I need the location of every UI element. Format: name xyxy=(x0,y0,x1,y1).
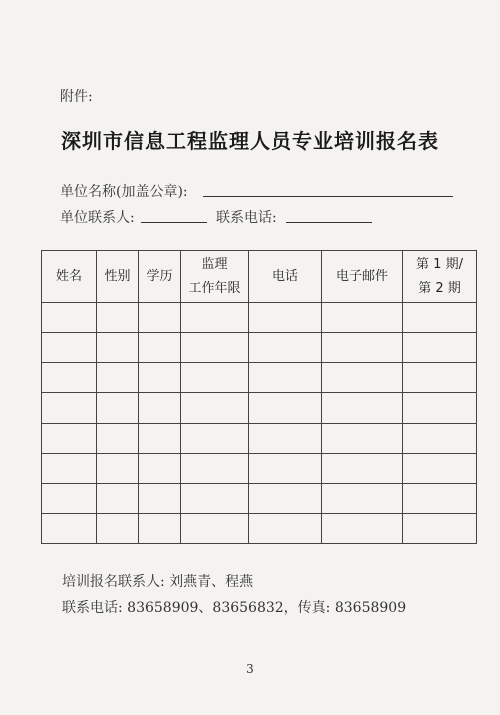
table-row xyxy=(42,453,477,483)
table-cell[interactable] xyxy=(181,303,249,333)
table-cell[interactable] xyxy=(42,483,97,513)
table-cell[interactable] xyxy=(97,363,139,393)
unit-contact-blank[interactable] xyxy=(141,222,207,223)
table-cell[interactable] xyxy=(139,483,181,513)
table-row xyxy=(42,393,477,423)
table-row xyxy=(42,513,477,543)
column-header xyxy=(249,251,322,303)
table-cell[interactable] xyxy=(139,423,181,453)
table-cell[interactable] xyxy=(249,363,322,393)
table-cell[interactable] xyxy=(181,423,249,453)
table-header-row xyxy=(42,251,477,303)
table-cell[interactable] xyxy=(322,453,403,483)
table-row xyxy=(42,423,477,453)
table-cell[interactable] xyxy=(249,423,322,453)
training-contact-people: 培训报名联系人: 刘燕青、程燕 xyxy=(62,574,254,590)
page-number: 3 xyxy=(246,662,254,676)
table-cell[interactable] xyxy=(249,513,322,543)
table-row xyxy=(42,303,477,333)
table-cell[interactable] xyxy=(97,393,139,423)
table-row xyxy=(42,333,477,363)
table-cell[interactable] xyxy=(403,483,477,513)
column-header-text: 姓名 xyxy=(55,268,82,284)
contact-phone-blank[interactable] xyxy=(286,222,372,223)
table-cell[interactable] xyxy=(97,513,139,543)
column-header-text: 工作年限 xyxy=(188,280,241,296)
column-header xyxy=(181,251,249,303)
attachment-label: 附件: xyxy=(60,89,93,105)
unit-contact-label: 单位联系人: xyxy=(60,210,135,226)
table-cell[interactable] xyxy=(42,453,97,483)
table-cell[interactable] xyxy=(403,303,477,333)
table-cell[interactable] xyxy=(322,363,403,393)
table-cell[interactable] xyxy=(181,483,249,513)
table-cell[interactable] xyxy=(403,333,477,363)
table-cell[interactable] xyxy=(42,333,97,363)
unit-name-blank[interactable] xyxy=(203,196,453,197)
unit-name-label: 单位名称(加盖公章): xyxy=(60,184,188,200)
table-cell[interactable] xyxy=(181,453,249,483)
table-cell[interactable] xyxy=(42,393,97,423)
table-cell[interactable] xyxy=(139,303,181,333)
table-cell[interactable] xyxy=(139,453,181,483)
column-header xyxy=(403,251,477,303)
table-cell[interactable] xyxy=(139,393,181,423)
column-header-text: 电话 xyxy=(271,268,298,284)
table-cell[interactable] xyxy=(249,333,322,363)
table-cell[interactable] xyxy=(322,483,403,513)
table-cell[interactable] xyxy=(181,513,249,543)
column-header-text: 第 2 期 xyxy=(418,280,461,296)
table-cell[interactable] xyxy=(322,303,403,333)
table-cell[interactable] xyxy=(139,363,181,393)
table-cell[interactable] xyxy=(249,453,322,483)
table-cell[interactable] xyxy=(181,363,249,393)
table-cell[interactable] xyxy=(181,333,249,363)
table-cell[interactable] xyxy=(322,333,403,363)
table-cell[interactable] xyxy=(322,513,403,543)
table-cell[interactable] xyxy=(42,513,97,543)
training-contact-numbers: 联系电话: 83658909、83656832，传真: 83658909 xyxy=(62,600,407,616)
column-header xyxy=(139,251,181,303)
table-cell[interactable] xyxy=(403,423,477,453)
table-cell[interactable] xyxy=(403,513,477,543)
table-cell[interactable] xyxy=(42,363,97,393)
table-cell[interactable] xyxy=(139,513,181,543)
table-cell[interactable] xyxy=(97,333,139,363)
table-cell[interactable] xyxy=(403,453,477,483)
table-cell[interactable] xyxy=(97,453,139,483)
form-title: 深圳市信息工程监理人员专业培训报名表 xyxy=(61,129,439,153)
column-header xyxy=(97,251,139,303)
table-cell[interactable] xyxy=(139,333,181,363)
table-cell[interactable] xyxy=(322,423,403,453)
column-header-text: 第 1 期/ xyxy=(416,256,463,272)
contact-phone-label: 联系电话: xyxy=(216,210,277,226)
table-cell[interactable] xyxy=(249,393,322,423)
table-cell[interactable] xyxy=(322,393,403,423)
table-cell[interactable] xyxy=(97,303,139,333)
table-cell[interactable] xyxy=(249,303,322,333)
table-cell[interactable] xyxy=(249,483,322,513)
column-header-text: 电子邮件 xyxy=(335,268,388,284)
table-cell[interactable] xyxy=(42,303,97,333)
column-header-text: 监理 xyxy=(201,256,228,272)
column-header-text: 性别 xyxy=(104,268,131,284)
table-cell[interactable] xyxy=(403,393,477,423)
table-cell[interactable] xyxy=(42,423,97,453)
table-row xyxy=(42,483,477,513)
column-header-text: 学历 xyxy=(146,268,173,284)
table-cell[interactable] xyxy=(403,363,477,393)
registration-table xyxy=(41,250,477,544)
table-cell[interactable] xyxy=(97,423,139,453)
column-header xyxy=(42,251,97,303)
table-row xyxy=(42,363,477,393)
table-cell[interactable] xyxy=(97,483,139,513)
table-cell[interactable] xyxy=(181,393,249,423)
column-header xyxy=(322,251,403,303)
